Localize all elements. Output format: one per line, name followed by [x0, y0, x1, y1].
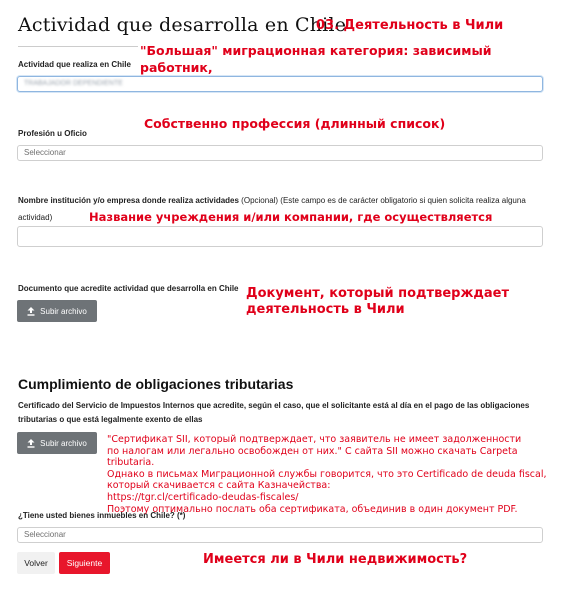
annotation-certificate-line4: который скачивается с сайта Казначейства: — [107, 480, 331, 492]
institution-input[interactable] — [17, 226, 543, 247]
title-divider — [18, 46, 138, 47]
annotation-certificate — [107, 434, 566, 515]
annotation-section: 03. Деятельность в Чили — [316, 18, 504, 33]
back-button[interactable]: Volver — [17, 552, 55, 574]
profession-placeholder: Seleccionar — [24, 148, 66, 157]
institution-label-main: Nombre institución y/o empresa donde realiza actividades — [18, 196, 239, 205]
upload-icon — [27, 307, 35, 316]
document-label: Documento que acredite actividad que desarrolla en Chile — [18, 284, 239, 293]
activity-select[interactable] — [17, 76, 543, 92]
upload-certificate-label: Subir archivo — [40, 438, 87, 448]
property-label: ¿Tiene usted bienes inmuebles en Chile? (*) — [18, 511, 186, 520]
cert-label — [18, 399, 529, 427]
institution-label-line2: actividad) — [18, 213, 53, 222]
annotation-property: Имеется ли в Чили недвижимость? — [203, 552, 468, 567]
property-select[interactable] — [17, 527, 543, 543]
upload-certificate-button[interactable] — [17, 432, 97, 454]
profession-select[interactable] — [17, 145, 543, 161]
profession-label: Profesión u Oficio — [18, 129, 87, 138]
annotation-certificate-line2: по налогам или легально освобожден от них." С сайта SII можно скачать Carpeta tributaria. — [107, 445, 518, 469]
page-title: Actividad que desarrolla en Chile — [18, 14, 347, 36]
annotation-certificate-link: https://tgr.cl/certificado-deudas-fiscales/ — [107, 491, 299, 503]
activity-value: TRABAJADOR DEPENDIENTE — [24, 80, 123, 87]
tax-section-title: Cumplimiento de obligaciones tributarias — [18, 376, 294, 392]
activity-label: Actividad que realiza en Chile — [18, 60, 131, 69]
annotation-document-line2: деятельность в Чили — [246, 302, 405, 317]
upload-document-button[interactable] — [17, 300, 97, 322]
annotation-institution: Название учреждения и/или компании, где осуществляется — [89, 210, 493, 224]
cert-label-line2: tributarias o que está legalmente exento de ellas — [18, 415, 203, 424]
upload-icon — [27, 439, 35, 448]
annotation-document-line1: Документ, который подтверждает — [246, 286, 510, 301]
annotation-category-line1: "Большая" миграционная категория: зависимый работник, — [140, 43, 492, 75]
cert-label-line1: Certificado del Servicio de Impuestos Internos que acredite, según el caso, que el solicitante está al día en el pago de las obligaciones — [18, 401, 530, 410]
institution-label-optional: (Opcional) (Este campo es de carácter obligatorio si quien solicita realiza alguna — [238, 196, 526, 205]
annotation-profession: Собственно профессия (длинный список) — [144, 116, 446, 131]
annotation-document — [246, 286, 509, 318]
annotation-certificate-line1: "Сертификат SII, который подтверждает, что заявитель не имеет задолженности — [107, 434, 522, 445]
annotation-certificate-line6: Поэтому оптимально послать оба сертификата, объединив в один документ PDF. — [107, 503, 518, 515]
property-placeholder: Seleccionar — [24, 530, 66, 539]
next-button[interactable]: Siguiente — [59, 552, 110, 574]
upload-document-label: Subir archivo — [40, 306, 87, 316]
institution-label — [18, 196, 526, 205]
annotation-certificate-line3: Однако в письмах Миграционной службы говорится, что это Certificado de deuda fiscal, — [107, 468, 547, 480]
